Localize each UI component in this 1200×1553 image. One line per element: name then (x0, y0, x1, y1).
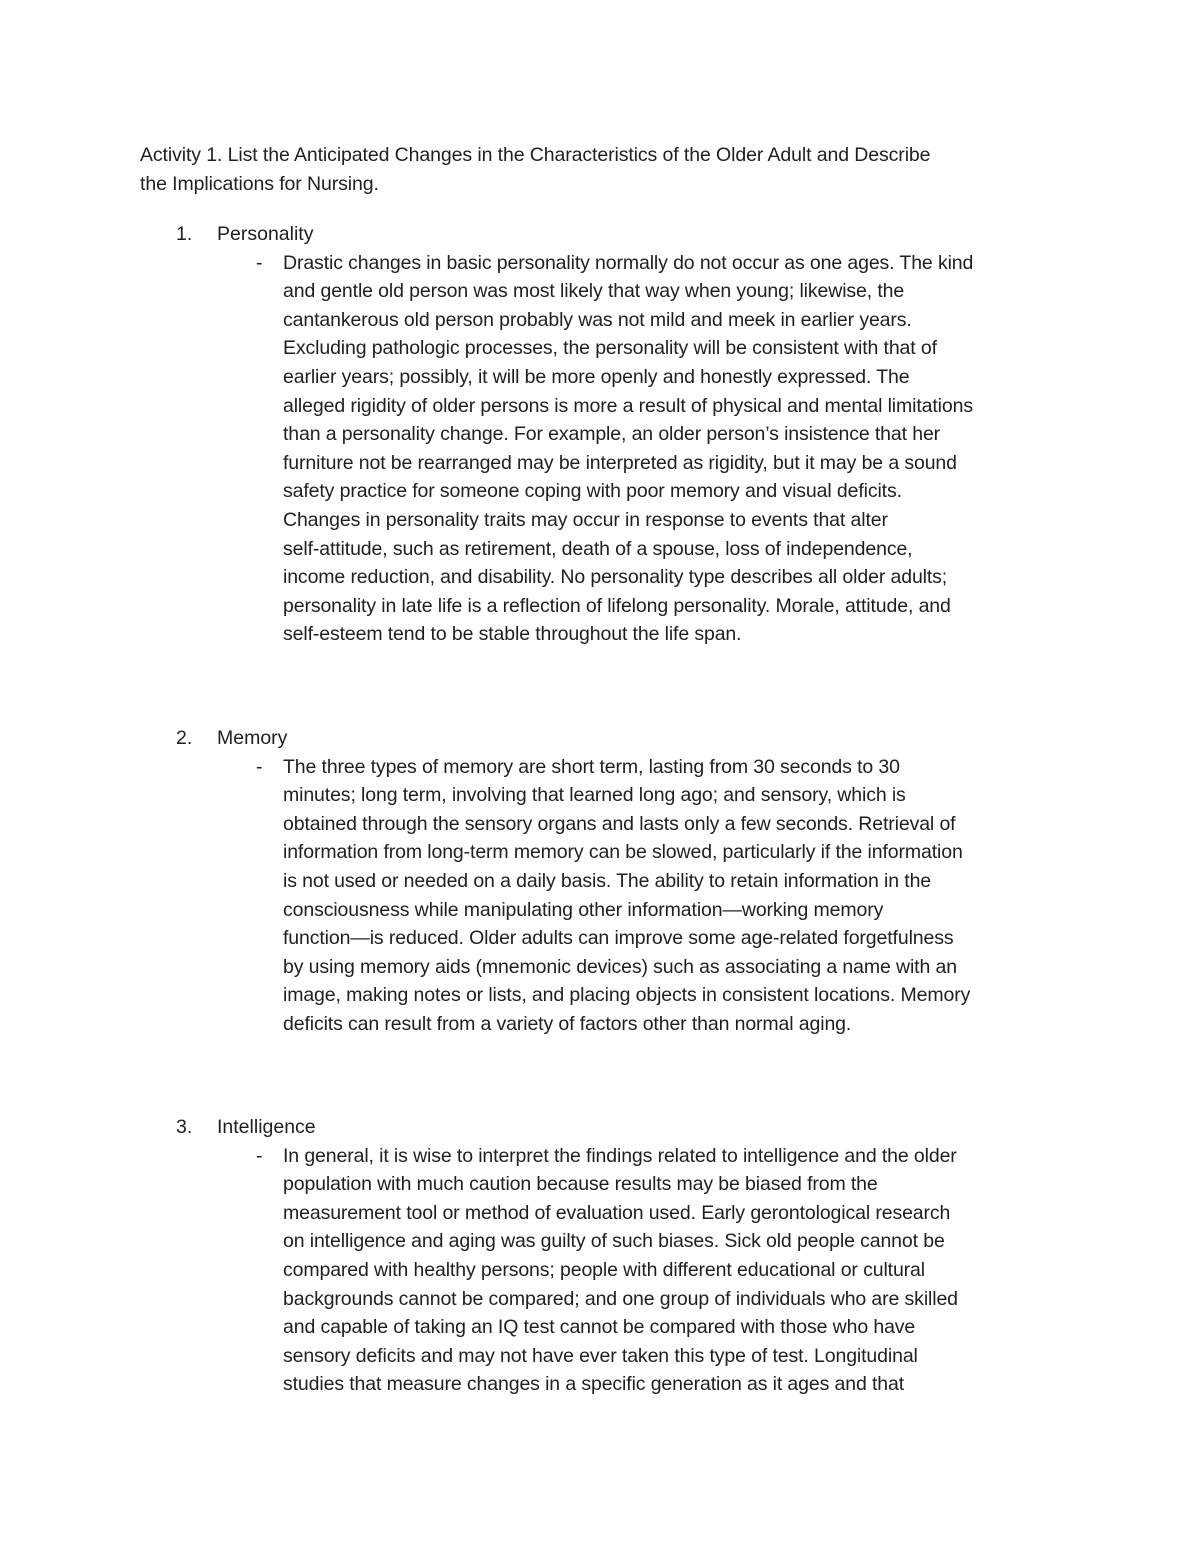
body-line: self-esteem tend to be stable throughout the life span. (283, 623, 742, 646)
body-line: safety practice for someone coping with poor memory and visual deficits. (283, 480, 902, 503)
body-line: compared with healthy persons; people with different educational or cultural (283, 1258, 925, 1281)
body-line: studies that measure changes in a specific generation as it ages and that (283, 1373, 905, 1396)
body-line: measurement tool or method of evaluation used. Early gerontological research (283, 1201, 951, 1224)
body-line: Changes in personality traits may occur in response to events that alter (283, 508, 888, 531)
bullet-dash: - (256, 756, 263, 778)
body-line: cantankerous old person probably was not mild and meek in earlier years. (283, 308, 912, 331)
body-line: The three types of memory are short term, lasting from 30 seconds to 30 (283, 755, 900, 778)
body-line: obtained through the sensory organs and lasts only a few seconds. Retrieval of (283, 812, 956, 835)
body-line: function—is reduced. Older adults can improve some age-related forgetfulness (283, 927, 954, 950)
body-line: personality in late life is a reflection of lifelong personality. Morale, attitude, and (283, 594, 951, 617)
body-line: and gentle old person was most likely that way when young; likewise, the (283, 280, 905, 303)
list-number: 3. (176, 1116, 193, 1138)
body-line: furniture not be rearranged may be interpreted as rigidity, but it may be a sound (283, 451, 957, 474)
body-line: deficits can result from a variety of factors other than normal aging. (283, 1012, 852, 1035)
body-line: alleged rigidity of older persons is more a result of physical and mental limitations (283, 394, 973, 417)
body-line: image, making notes or lists, and placing objects in consistent locations. Memory (283, 984, 971, 1007)
body-line: by using memory aids (mnemonic devices) such as associating a name with an (283, 955, 957, 978)
body-line: self-attitude, such as retirement, death of a spouse, loss of independence, (283, 537, 913, 560)
list-heading: Intelligence (217, 1116, 316, 1138)
body-line: Drastic changes in basic personality normally do not occur as one ages. The kind (283, 251, 974, 274)
list-body (283, 1142, 1063, 1399)
body-line: sensory deficits and may not have ever taken this type of test. Longitudinal (283, 1344, 918, 1367)
body-line: consciousness while manipulating other information—working memory (283, 898, 884, 921)
title-line: the Implications for Nursing. (140, 172, 379, 195)
body-line: is not used or needed on a daily basis. The ability to retain information in the (283, 869, 932, 892)
body-line: and capable of taking an IQ test cannot be compared with those who have (283, 1316, 916, 1339)
body-line: In general, it is wise to interpret the findings related to intelligence and the older (283, 1144, 957, 1167)
body-line: population with much caution because results may be biased from the (283, 1173, 878, 1196)
body-line: information from long-term memory can be slowed, particularly if the information (283, 841, 963, 864)
body-line: backgrounds cannot be compared; and one group of individuals who are skilled (283, 1287, 958, 1310)
list-body (283, 249, 1063, 649)
list-heading: Memory (217, 727, 288, 749)
list-number: 1. (176, 223, 193, 245)
body-line: minutes; long term, involving that learned long ago; and sensory, which is (283, 784, 906, 807)
bullet-dash: - (256, 1145, 263, 1167)
bullet-dash: - (256, 252, 263, 274)
body-line: Excluding pathologic processes, the personality will be consistent with that of (283, 337, 937, 360)
body-line: on intelligence and aging was guilty of such biases. Sick old people cannot be (283, 1230, 945, 1253)
list-heading: Personality (217, 223, 314, 245)
list-number: 2. (176, 727, 193, 749)
title-line: Activity 1. List the Anticipated Changes in the Characteristics of the Older Adult and Describe (140, 144, 931, 166)
activity-title (140, 141, 1060, 198)
list-body (283, 753, 1063, 1039)
body-line: earlier years; possibly, it will be more openly and honestly expressed. The (283, 365, 910, 388)
body-line: than a personality change. For example, an older person’s insistence that her (283, 423, 941, 446)
body-line: income reduction, and disability. No personality type describes all older adults; (283, 566, 948, 589)
